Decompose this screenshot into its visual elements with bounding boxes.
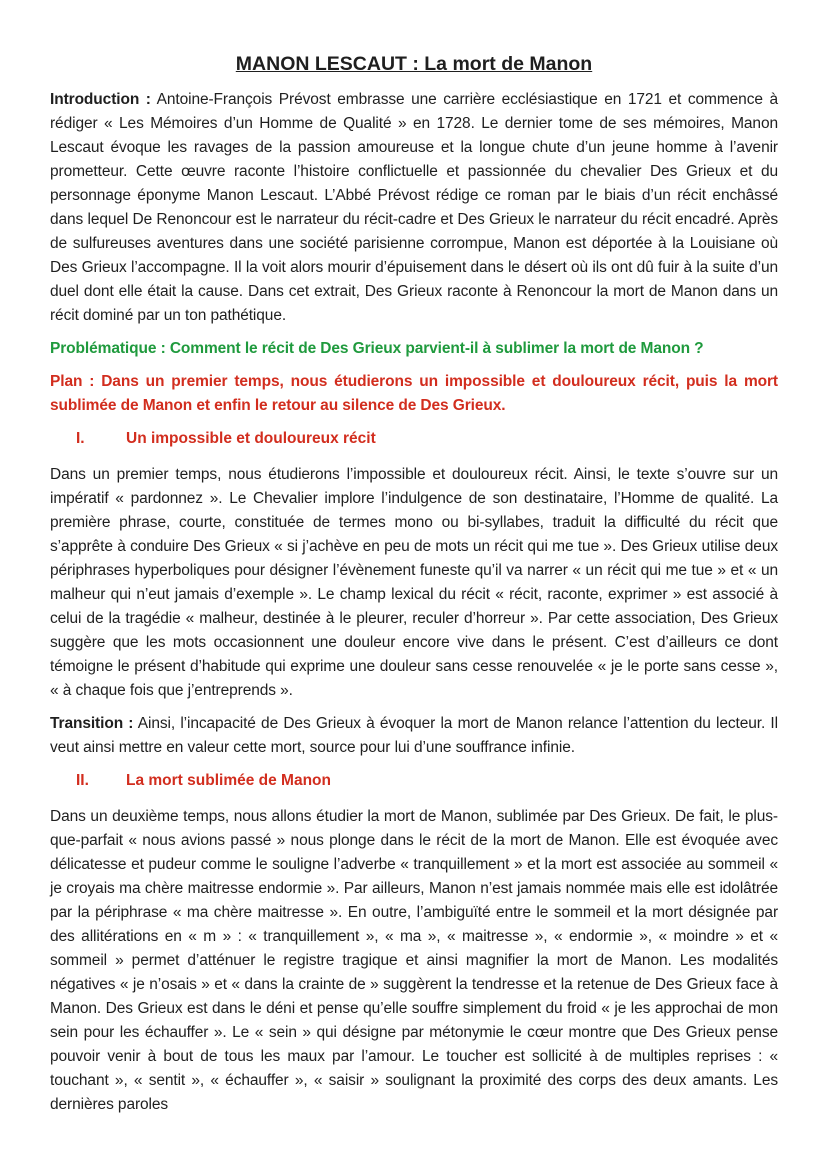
intro-text: Antoine-François Prévost embrasse une carrière ecclésiastique en 1721 et commence à rédiger « Les Mémoires d’un Homme de Qualité » en 1728. Le dernier tome de ses mémoires, Manon Lescaut évoque les ravages de la passion amoureuse et la longue chute d’un jeune homme à l’avenir prometteur. Cette œuvre raconte l’histoire conflictuelle et passionnée du chevalier Des Grieux et du personnage éponyme Manon Lescaut. L’Abbé Prévost rédige ce roman par le biais d’un récit enchâssé dans lequel De Renoncour est le narrateur du récit-cadre et Des Grieux le narrateur du récit encadré. Après de sulfureuses aventures dans une société parisienne corrompue, Manon est déportée à la Louisiane où Des Grieux l’accompagne. Il la voit alors mourir d’épuisement dans le désert où ils ont dû fuir à la suite d’un duel dont elle était la cause. Dans cet extrait, Des Grieux raconte à Renoncour la mort de Manon dans un récit dominé par un ton pathétique.	[50, 91, 779, 324]
plan: Plan : Dans un premier temps, nous étudierons un impossible et douloureux récit, puis la mort sublimée de Manon et enfin le retour au silence de Des Grieux.	[50, 373, 778, 414]
document-title: MANON LESCAUT : La mort de Manon	[235, 53, 593, 75]
transition-text: Ainsi, l’incapacité de Des Grieux à évoquer la mort de Manon relance l’attention du lecteur. Il veut ainsi mettre en valeur cette mort, source pour lui d’une souffrance infinie.	[50, 715, 778, 756]
problematique: Problématique : Comment le récit de Des Grieux parvient-il à sublimer la mort de Manon ?	[50, 340, 704, 357]
section-1-number: I.	[76, 430, 85, 447]
section-2-title: La mort sublimée de Manon	[126, 772, 331, 789]
transition-paragraph	[50, 712, 778, 760]
intro-label: Introduction :	[50, 91, 151, 108]
section-2-number: II.	[76, 772, 89, 789]
section-2-paragraph: Dans un deuxième temps, nous allons étudier la mort de Manon, sublimée par Des Grieux. De fait, le plus-que-parfait « nous avions passé » nous plonge dans le récit de la mort de Manon. Elle est évoquée avec délicatesse et pudeur comme le souligne l’adverbe « tranquillement » et la mort est associée au sommeil « je croyais ma chère maitresse endormie ». Par ailleurs, Manon n’est jamais nommée mais elle est idolâtrée par la périphrase « ma chère maitresse ». En outre, l’ambiguïté entre le sommeil et la mort désignée par des allitérations en « m » : « tranquillement », « ma », « maitresse », « endormie », « moindre » et « sommeil » permet d’atténuer le registre tragique et ainsi magnifier la mort de Manon. Les modalités négatives « je n’osais » et « dans la crainte de » suggèrent la tendresse et la retenue de Des Grieux face à Manon. Des Grieux est dans le déni et pense qu’elle souffre simplement du froid « je les approchai de mon sein pour les échauffer ». Le « sein » qui désigne par métonymie le cœur montre que Des Grieux pense pouvoir venir à bout de tous les maux par l’amour. Le toucher est sollicité à de multiples reprises : « touchant », « sentit », « échauffer », « saisir » soulignant la proximité des corps des deux amants. Les dernières paroles	[50, 808, 778, 1113]
intro-paragraph	[50, 88, 778, 328]
transition-label: Transition :	[50, 715, 134, 732]
section-1-paragraph: Dans un premier temps, nous étudierons l’impossible et douloureux récit. Ainsi, le texte s’ouvre sur un impératif « pardonnez ». Le Chevalier implore l’indulgence de son destinataire, l’Homme de qualité. La première phrase, courte, constituée de termes mono ou bi-syllabes, traduit la difficulté du récit que s’apprête à conduire Des Grieux « si j’achève en peu de mots un récit qui me tue ». Des Grieux utilise deux périphrases hyperboliques pour désigner l’évènement funeste qu’il va narrer « un récit qui me tue » et « un malheur qui n’eut jamais d’exemple ». Le champ lexical du récit « récit, raconte, exprimer » est associé à celui de la tragédie « malheur, destinée à le pleurer, reculer d’horreur ». Par cette association, Des Grieux suggère que les mots occasionnent une douleur encore vive dans le présent. C’est d’ailleurs ce dont témoigne le présent d’habitude qui exprime une douleur sans cesse renouvelée « je le porte sans cesse », « à chaque fois que j’entreprends ».	[50, 466, 778, 699]
section-2-heading	[76, 769, 778, 793]
section-1-heading	[76, 427, 778, 451]
section-1-title: Un impossible et douloureux récit	[126, 430, 376, 447]
